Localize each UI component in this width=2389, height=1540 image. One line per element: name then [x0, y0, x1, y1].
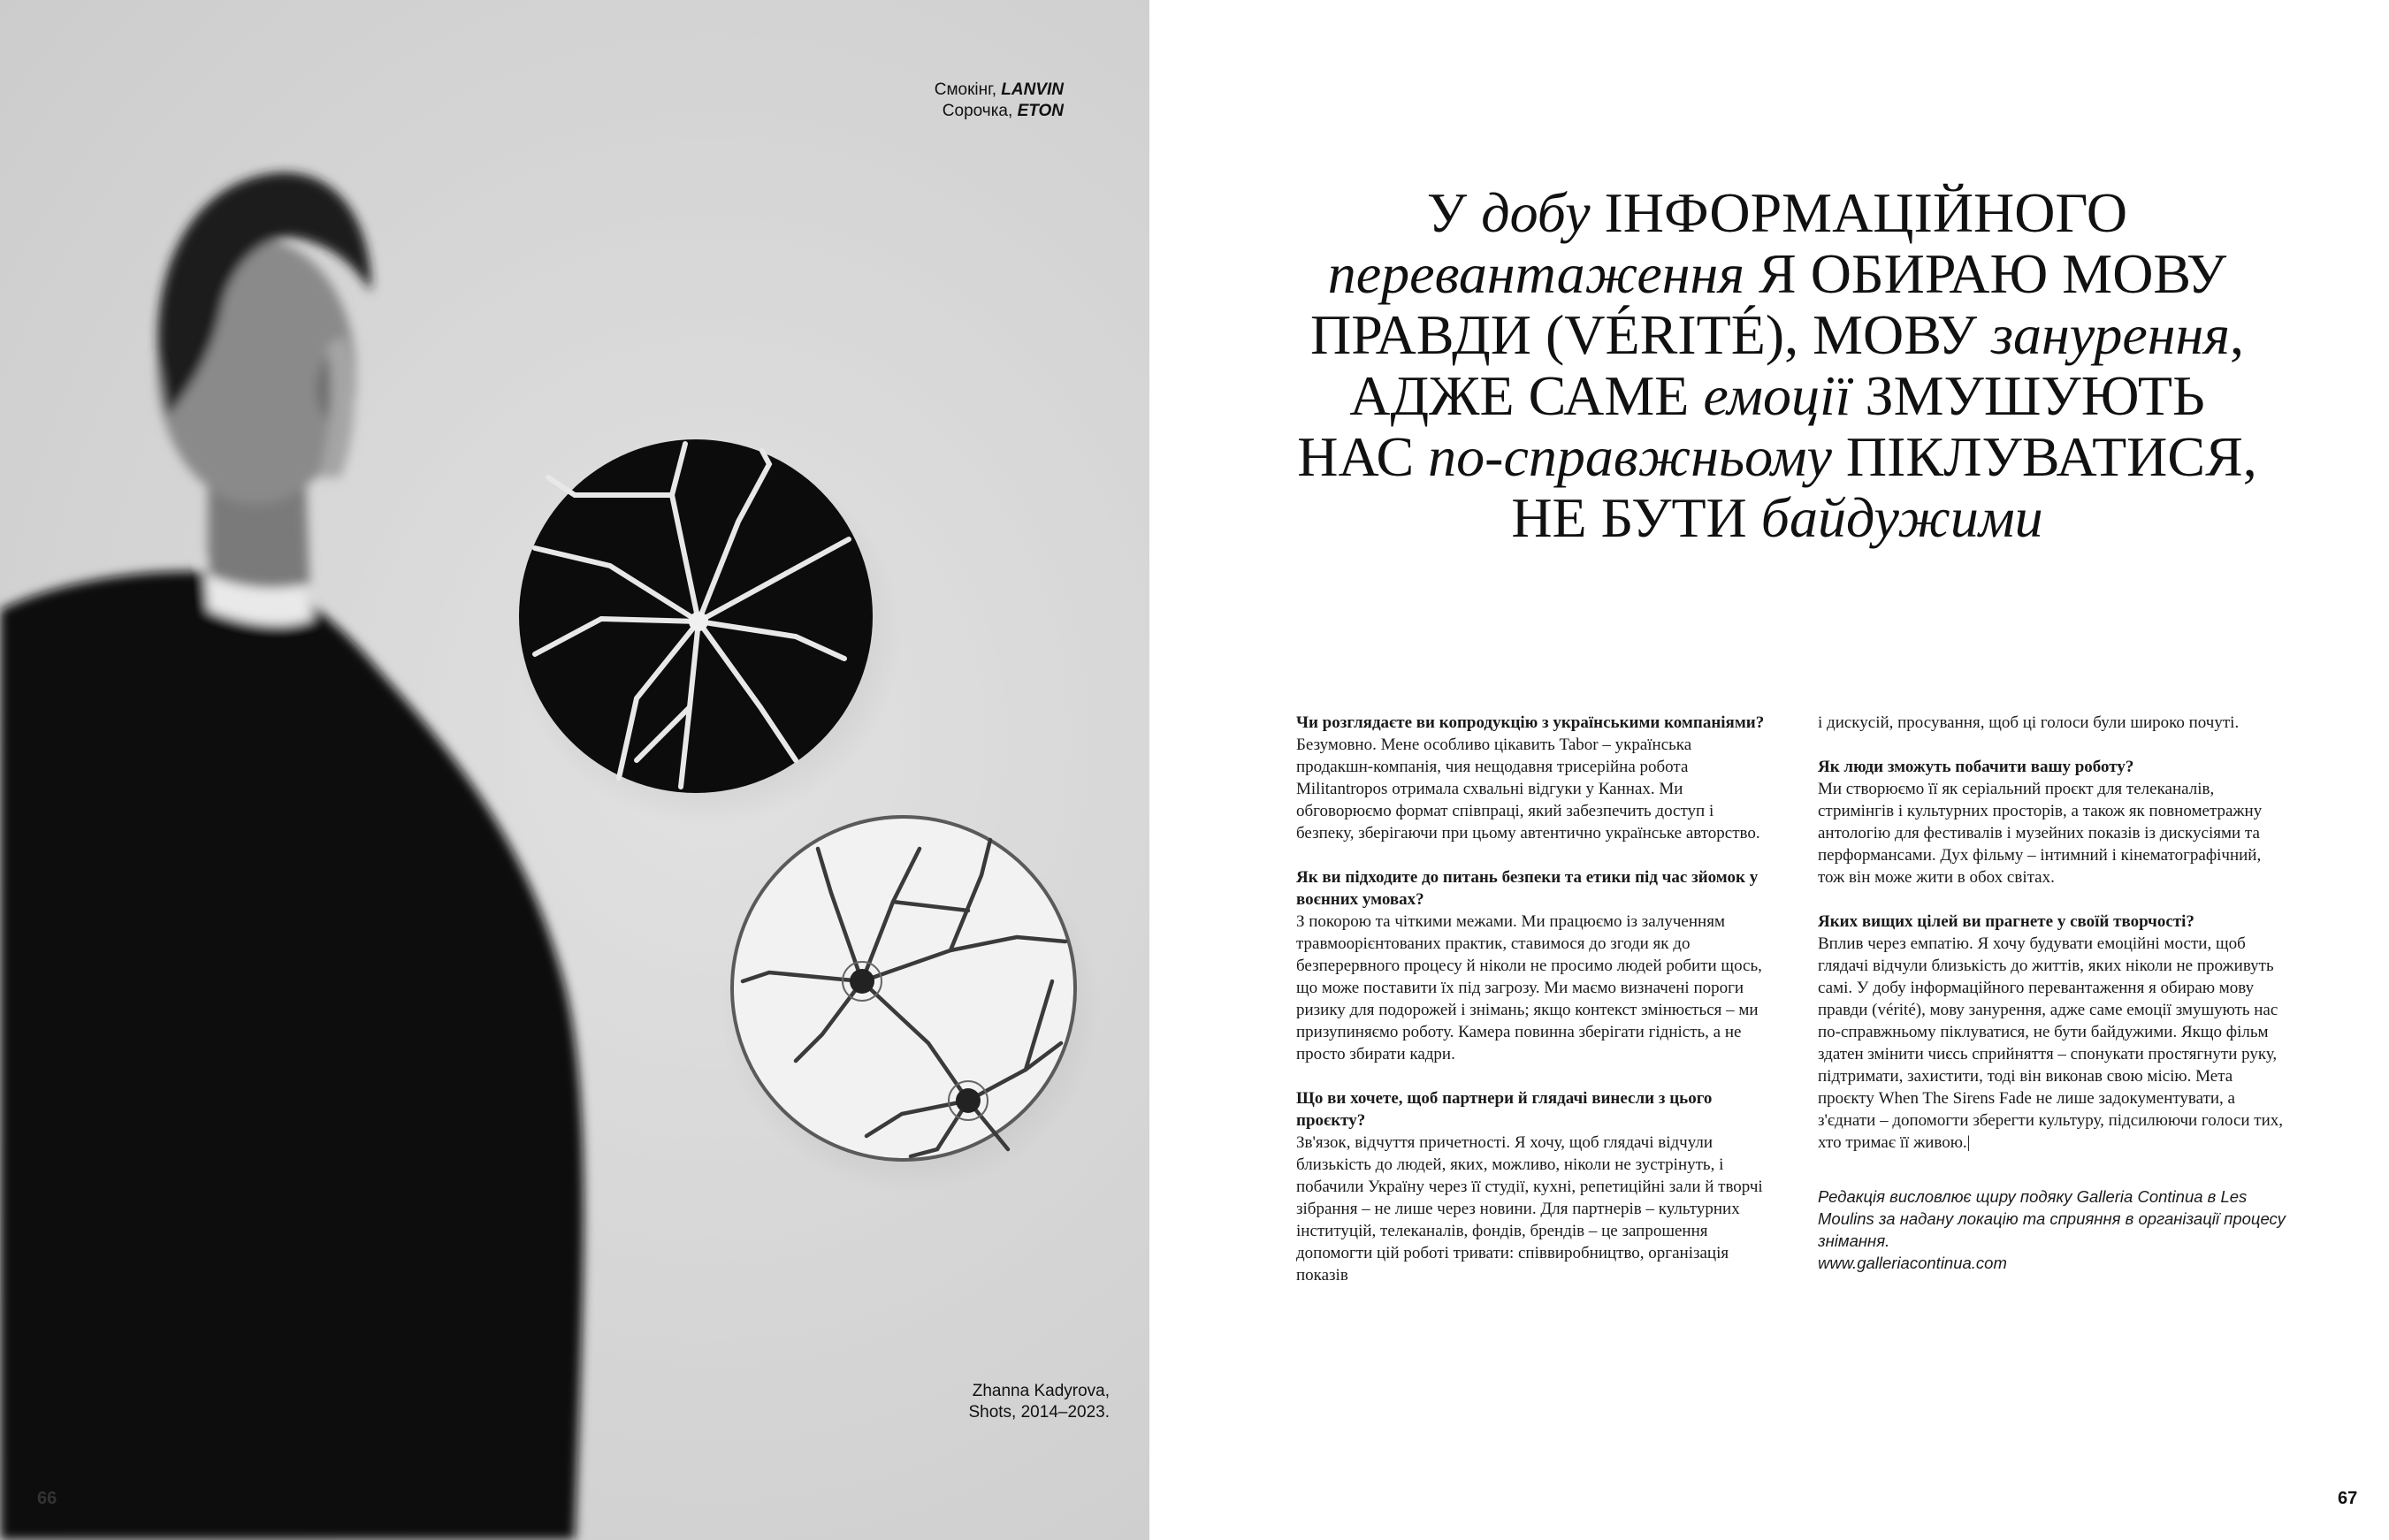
question: Що ви хочете, щоб партнери й глядачі винесли з цього проєкту? — [1296, 1089, 1713, 1130]
photo-illustration — [0, 0, 1149, 1540]
quote-line: АДЖЕ САМЕ емоції ЗМУШУЮТЬ — [1349, 364, 2205, 427]
credit-shirt: Сорочка, ETON — [942, 102, 1064, 120]
qa-block — [1296, 866, 1765, 1065]
question: Як люди зможуть побачити вашу роботу? — [1818, 758, 2134, 776]
right-page-number: 67 — [2338, 1489, 2358, 1508]
qa-block — [1818, 756, 2286, 888]
quote-line: перевантаження Я ОБИРАЮ МОВУ — [1327, 242, 2227, 305]
answer: Зв'язок, відчуття причетності. Я хочу, щоб глядачі відчули близькість до людей, яких, можливо, ніколи не зустрінуть, і побачили Україну через її студії, кухні, репетиційні зали й творчі зібрання – не лише через новини. Для партнерів – культурних інституцій, телеканалів, фондів, брендів – це запрошення допомогти цій роботі тривати: співвиробництво, організація показів — [1296, 1133, 1763, 1285]
quote-line: НЕ БУТИ байдужими — [1511, 486, 2043, 549]
website-link[interactable]: www.galleriacontinua.com — [1818, 1254, 2007, 1272]
qa-continuation — [1818, 712, 2286, 734]
quote-line: У добу ІНФОРМАЦІЙНОГО — [1426, 181, 2128, 244]
answer: Безумовно. Мене особливо цікавить Tabor – українська продакшн-компанія, чия нещодавня трисерійна робота Militantropos отримала схвальні відгуки у Каннах. Ми обговорюємо формат співпраці, який забезпечить доступ і безпеку, зберігаючи при цьому автентично українське авторство. — [1296, 736, 1760, 842]
question: Яких вищих цілей ви прагнете у своїй творчості? — [1818, 912, 2194, 931]
answer: Вплив через емпатію. Я хочу будувати емоційні мости, щоб глядачі відчули близькість до життів, яких ніколи не проживуть самі. У добу інформаційного перевантаження я обираю мову правди (vérité), мову занурення, адже саме емоції змушують нас по-справжньому піклуватися, не бути байдужими. Якщо фільм здатен змінити чиєсь сприйняття – спонукати простягнути руку, підтримати, захистити, тоді він виконав свою місію. Мета проєкту When The Sirens Fade не лише задокументувати, а з'єднати – допомогти зберегти культуру, підсилюючи голоси тих, хто тримає її живою.| — [1818, 934, 2284, 1152]
answer: З покорою та чіткими межами. Ми працюємо із залученням травмоорієнтованих практик, ставимося до згоди як до безперервного процесу й ніколи не просимо людей робити щось, що може поставити їх під загрозу. Ми маємо визначені пороги ризику для подорожей і знімань; якщо контекст змінюється – ми призупиняємо роботу. Камера повинна зберігати гідність, а не просто збирати кадри. — [1296, 912, 1762, 1064]
artwork-caption: Zhanna Kadyrova, Shots, 2014–2023. — [968, 1382, 1110, 1422]
white-cracked-plate — [732, 817, 1075, 1160]
answer: і дискусій, просування, щоб ці голоси були широко почуті. — [1818, 713, 2240, 732]
qa-block — [1818, 911, 2286, 1154]
black-cracked-plate — [519, 439, 873, 793]
clothing-credits — [935, 80, 1064, 122]
quote-line: ПРАВДИ (VÉRITÉ), МОВУ занурення, — [1310, 303, 2244, 366]
interview-column-2 — [1818, 712, 2286, 1274]
answer: Ми створюємо її як серіальний проєкт для телеканалів, стримінгів і культурних просторів, а також як повнометражну антологію для фестивалів і музейних показів із дискусіями та перформансами. Дух фільму – інтимний і кінематографічний, тож він може жити в обох світах. — [1818, 780, 2263, 887]
credit-tuxedo: Смокінг, LANVIN — [934, 80, 1064, 99]
question: Чи розглядаєте ви копродукцію з українськими компаніями? — [1296, 713, 1765, 732]
acknowledgement: Редакція висловлює щиру подяку Galleria Continua в Les Moulins за надану локацію та сприяння в організації процесу знімання. — [1818, 1187, 2286, 1250]
pull-quote — [1256, 182, 2299, 548]
qa-block — [1296, 712, 1765, 844]
question: Як ви підходите до питань безпеки та етики під час зйомок у воєнних умовах? — [1296, 868, 1759, 909]
editorial-photo — [0, 0, 1149, 1540]
quote-line: НАС по-справжньому ПІКЛУВАТИСЯ, — [1297, 425, 2257, 488]
left-page-number: 66 — [37, 1489, 57, 1508]
interview-column-1 — [1296, 712, 1765, 1308]
qa-block — [1296, 1087, 1765, 1286]
